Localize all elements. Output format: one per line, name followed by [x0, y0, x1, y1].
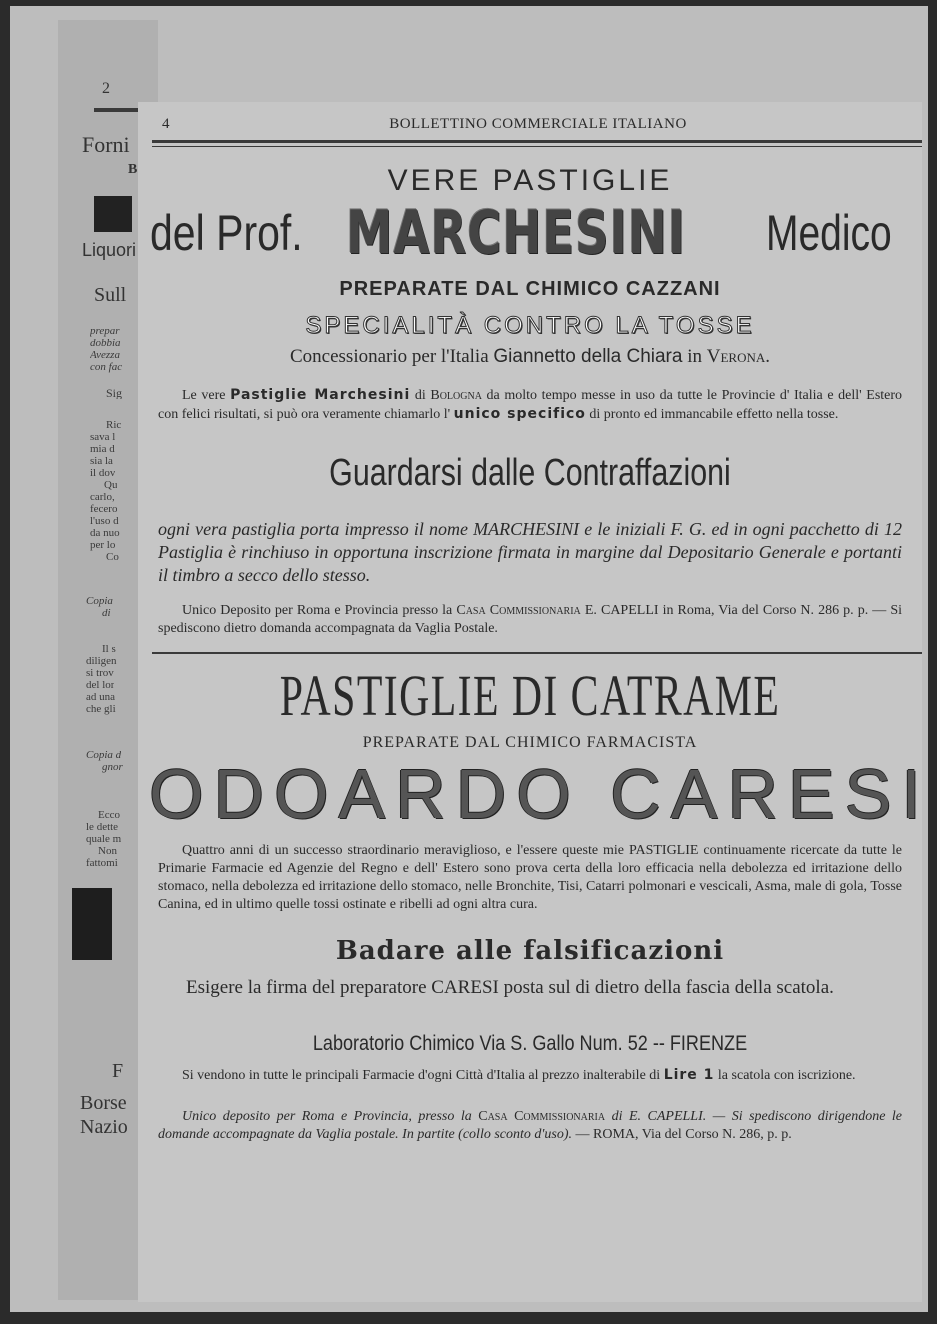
under-fragment: si trov	[86, 668, 114, 679]
newspaper-sheet	[10, 6, 931, 1312]
deposit-text: di E. CAPELLI. — Si spediscono dirigendone le domande accompagnate da Vaglia postale. In partite (collo sconto d'uso).	[158, 1109, 903, 1142]
concession-city: Verona.	[706, 346, 770, 367]
concession-prefix: Concessionario per l'Italia	[290, 346, 489, 367]
ad2-lab: Laboratorio Chimico Via S. Gallo Num. 52 -- FIRENZE	[312, 1032, 748, 1055]
ad1-name: MARCHESINI	[346, 198, 686, 268]
under-fragment: prepar	[90, 326, 120, 337]
under-ornament	[94, 196, 132, 232]
under-fragment: Il s	[102, 644, 116, 655]
ad1-preparer: PREPARATE DAL CHIMICO CAZZANI	[339, 278, 721, 300]
ad2-sale	[158, 1066, 902, 1085]
deposit-house: Casa Commissionaria	[456, 603, 581, 618]
deposit-house: Casa Commissionaria	[478, 1109, 606, 1124]
under-fragment: Nazio	[80, 1116, 128, 1138]
under-fragment: sia la	[90, 456, 113, 467]
ad1-concession	[138, 346, 922, 368]
ad1-suffix: Medico	[766, 205, 892, 261]
under-fragment: dobbia	[90, 338, 121, 349]
under-fragment: Qu	[104, 480, 118, 491]
under-fragment: Avezza	[90, 350, 120, 361]
under-fragment: Sull	[94, 284, 127, 306]
ad2-name: ODOARDO CARESI	[149, 755, 931, 833]
body-city: Bologna	[430, 388, 482, 403]
under-fragment: gnor	[102, 762, 123, 773]
under-ornament	[72, 888, 112, 960]
ad1-deposit	[158, 602, 902, 638]
concession-suffix: in	[687, 346, 702, 367]
under-fragment: Sig	[106, 388, 123, 399]
under-fragment: Borse	[80, 1092, 127, 1114]
under-fragment: da nuo	[90, 528, 120, 539]
body-text: da molto tempo messe in uso da tutte le Provincie d' Italia e dell' Estero con felici risultati, si può ora veramente chiamarlo l'	[158, 388, 903, 422]
ad2-deposit	[158, 1108, 902, 1144]
ad1-warning: Guardarsi dalle Contraffazioni	[329, 452, 731, 494]
under-fragment: diligen	[86, 656, 117, 667]
under-fragment: ad una	[86, 692, 116, 703]
sale-price: Lire 1	[663, 1067, 715, 1083]
body-text: Le vere	[182, 388, 226, 403]
ad1-body	[158, 386, 902, 424]
under-fragment: Copia	[86, 596, 113, 607]
ad2-body: Quattro anni di un successo straordinario meraviglioso, e l'essere queste mie PASTIGLIE continuamente ricercate da tutte le Primarie Farmacie ed Agenzie del Regno e dell' Estero sono prova certa della loro efficacia nella debolezza ed irritazione dello stomaco, nella debolezza ed irritazione dello stomaco, nelle Bronchite, Tisi, Catarri polmonari e vescicali, Asma, male di gola, Tosse Canina, ed in ultimo quelle tossi ostinate e ribelli ad ogni altra cura.	[158, 843, 902, 912]
ad1-italic-text: ogni vera pastiglia porta impresso il nome MARCHESINI e le iniziali F. G. ed in ogni pacchetto di 12 Pastiglia è rinchiuso in opportuna inscrizione firmata in margine dal Depositario Generale e portanti il timbro a secco dello stesso.	[158, 519, 902, 585]
under-fragment: Non	[98, 846, 117, 857]
under-fragment: con fac	[90, 362, 123, 373]
under-fragment: che gli	[86, 704, 116, 715]
ad1-headline	[146, 198, 922, 266]
body-emphasis: unico specifico	[453, 406, 586, 422]
ad-separator	[152, 652, 922, 654]
deposit-address: — ROMA, Via del Corso N. 286, p. p.	[575, 1127, 792, 1142]
ad1-prefix: del Prof.	[150, 205, 303, 261]
ad2-title: PASTIGLIE DI CATRAME	[279, 663, 781, 728]
under-fragment: mia d	[90, 444, 115, 455]
under-fragment: Ric	[106, 420, 122, 431]
under-page-number: 2	[102, 80, 110, 97]
under-fragment: carlo,	[90, 492, 115, 503]
under-fragment: fecero	[90, 504, 118, 515]
ad2-require: Esigere la firma del preparatore CARESI posta sul di dietro della fascia della scatola.	[186, 977, 834, 998]
under-fragment: il dov	[90, 468, 116, 479]
header-rule	[152, 140, 922, 143]
under-fragment: Copia d	[86, 750, 122, 761]
under-fragment: per lo	[90, 540, 116, 551]
under-fragment: fattomi	[86, 858, 118, 869]
body-product: Pastiglie Marchesini	[230, 387, 411, 403]
under-rule	[94, 108, 138, 112]
page-header	[138, 116, 922, 136]
body-text: di	[414, 388, 426, 403]
header-rule-thin	[152, 146, 922, 147]
concession-name: Giannetto della Chiara	[493, 346, 683, 367]
under-fragment: Forni	[82, 132, 130, 157]
sale-text: Si vendono in tutte le principali Farmacie d'ogni Città d'Italia al prezzo inalterabile di	[182, 1068, 661, 1083]
ad2-warning: Badare alle falsificazioni	[335, 936, 725, 966]
under-fragment: Ecco	[98, 810, 120, 821]
under-fragment: quale m	[86, 834, 122, 845]
deposit-text: Unico deposito per Roma e Provincia, presso la	[182, 1109, 472, 1124]
under-fragment: B	[128, 162, 138, 177]
page-number: 4	[162, 116, 170, 132]
under-fragment: di	[102, 608, 111, 619]
under-fragment: sava l	[90, 432, 116, 443]
ad2-subtitle: PREPARATE DAL CHIMICO FARMACISTA	[362, 734, 698, 751]
body-text: di pronto ed immancabile effetto nella tosse.	[589, 407, 839, 422]
deposit-text: Unico Deposito per Roma e Provincia presso la	[182, 603, 453, 618]
under-fragment: le dette	[86, 822, 119, 833]
under-fragment: F	[112, 1060, 124, 1082]
sale-text: la scatola con iscrizione.	[717, 1068, 856, 1083]
under-fragment: del lor	[86, 680, 115, 691]
ad1-specialty: SPECIALITÀ CONTRO LA TOSSE	[305, 312, 755, 339]
main-page	[138, 102, 931, 1302]
under-fragment: Co	[106, 552, 119, 563]
under-fragment: Liquori	[82, 240, 137, 260]
ad1-line1: VERE PASTIGLIE	[387, 164, 673, 197]
publication-title: BOLLETTINO COMMERCIALE ITALIANO	[389, 116, 687, 132]
under-fragment: l'uso d	[90, 516, 119, 527]
deposit-text: E. CAPELLI in Roma, Via del Corso N. 286 p. p. — Si spediscono dietro domanda accompagnata da Vaglia Postale.	[158, 603, 903, 636]
